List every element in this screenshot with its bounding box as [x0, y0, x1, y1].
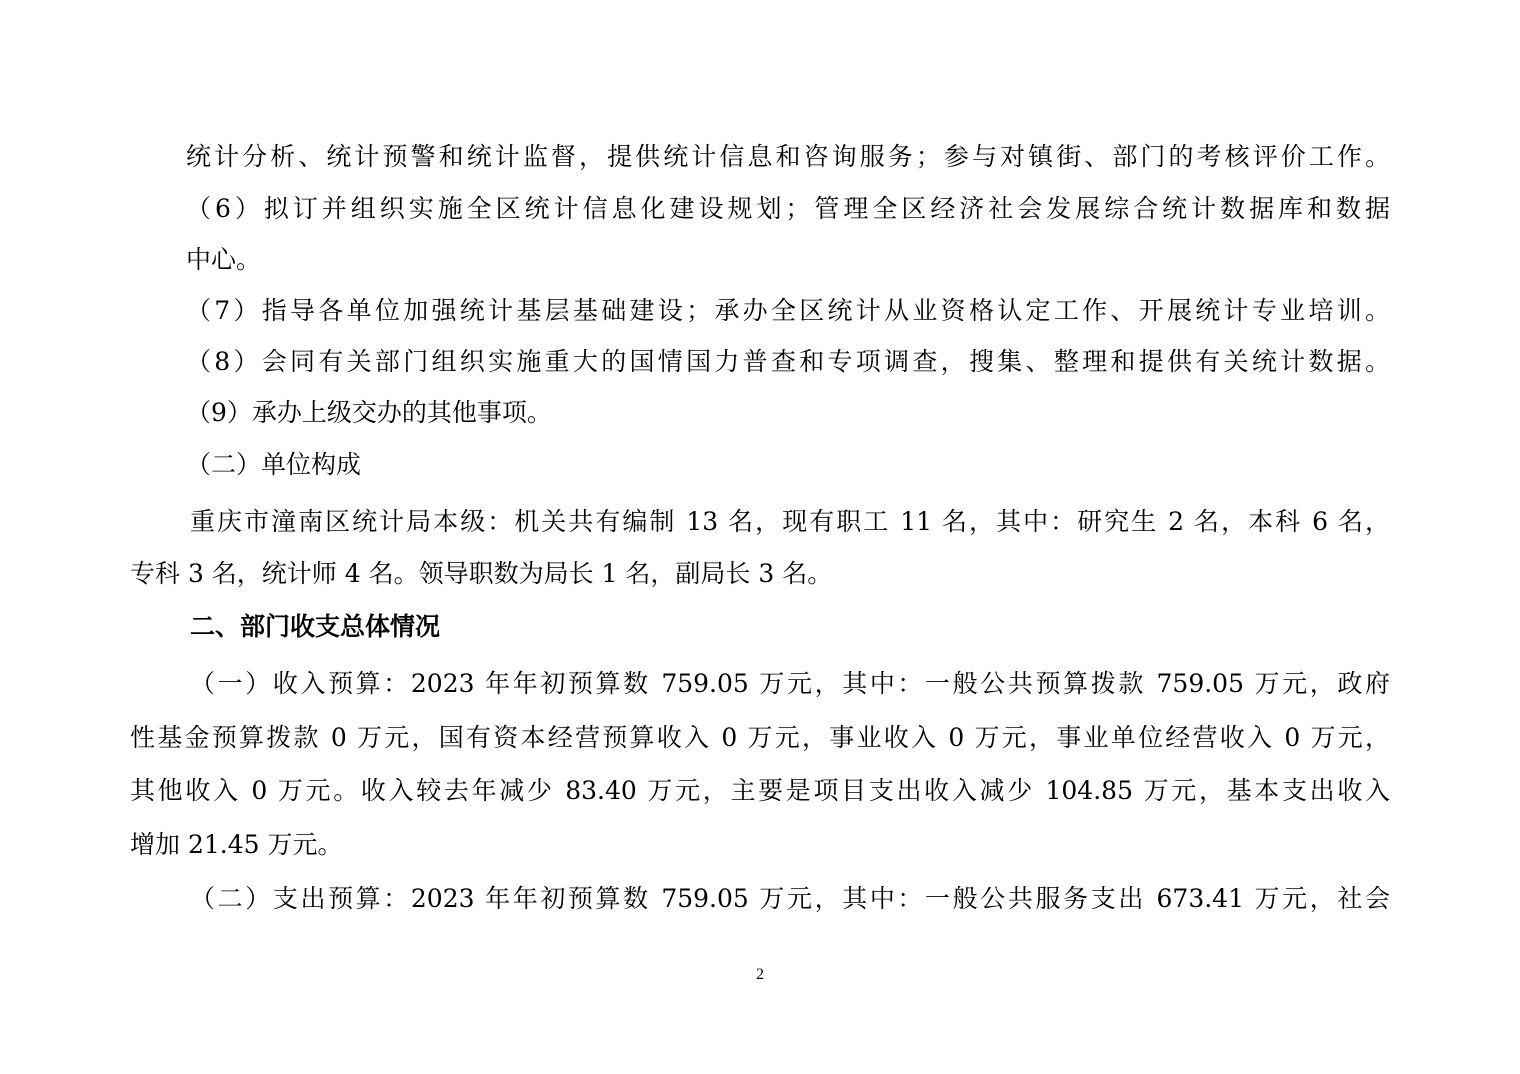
paragraph-line: （6）拟订并组织实施全区统计信息化建设规划；管理全区经济社会发展综合统计数据库和数据 — [186, 194, 1390, 223]
page-number: 2 — [756, 966, 764, 983]
section-heading: 二、部门收支总体情况 — [190, 612, 441, 641]
paragraph-line: （二）支出预算：2023 年年初预算数 759.05 万元，其中：一般公共服务支出 673.41 万元，社会 — [190, 884, 1390, 913]
paragraph-line: 统计分析、统计预警和统计监督，提供统计信息和咨询服务；参与对镇街、部门的考核评价工作。 — [186, 142, 1390, 171]
paragraph-line: 性基金预算拨款 0 万元，国有资本经营预算收入 0 万元，事业收入 0 万元，事业单位经营收入 0 万元， — [130, 723, 1390, 752]
paragraph-line: 重庆市潼南区统计局本级：机关共有编制 13 名，现有职工 11 名，其中：研究生 2 名，本科 6 名， — [190, 507, 1390, 536]
paragraph-line: （8）会同有关部门组织实施重大的国情国力普查和专项调查，搜集、整理和提供有关统计数据。 — [186, 347, 1390, 376]
paragraph-line: 增加 21.45 万元。 — [130, 830, 343, 859]
paragraph-line: （9）承办上级交办的其他事项。 — [186, 398, 552, 427]
paragraph-line: 其他收入 0 万元。收入较去年减少 83.40 万元，主要是项目支出收入减少 104.85 万元，基本支出收入 — [130, 776, 1390, 805]
paragraph-line: 专科 3 名，统计师 4 名。领导职数为局长 1 名，副局长 3 名。 — [130, 559, 833, 588]
paragraph-line: （一）收入预算：2023 年年初预算数 759.05 万元，其中：一般公共预算拨款 759.05 万元，政府 — [190, 669, 1390, 698]
section-subheading: （二）单位构成 — [186, 450, 362, 479]
paragraph-line: 中心。 — [186, 245, 262, 274]
paragraph-line: （7）指导各单位加强统计基层基础建设；承办全区统计从业资格认定工作、开展统计专业培训。 — [186, 296, 1390, 325]
